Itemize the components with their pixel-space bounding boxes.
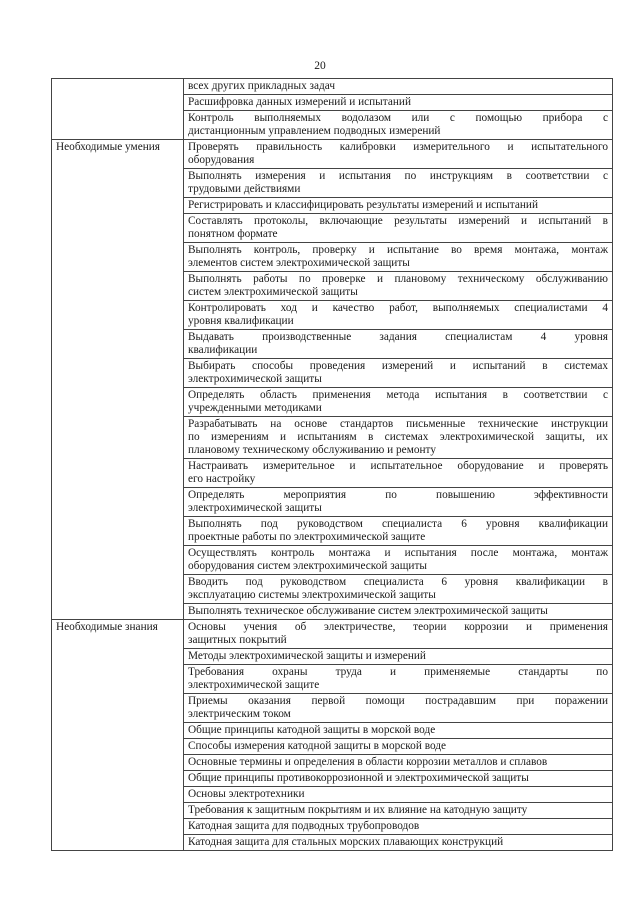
table-row bbox=[52, 620, 613, 649]
requirement-line: оборудования систем электрохимической защиты bbox=[188, 560, 427, 572]
requirement-item bbox=[184, 359, 613, 388]
requirement-line: Основные термины и определения в области коррозии металлов и сплавов bbox=[188, 756, 548, 768]
requirement-line: Выполнять техническое обслуживание систем электрохимической защиты bbox=[188, 605, 548, 617]
requirement-line: Настраивать измерительное и испытательное оборудование и проверять bbox=[188, 460, 608, 472]
requirement-line: электрохимической защиты bbox=[188, 373, 322, 385]
requirement-item bbox=[184, 517, 613, 546]
requirement-item bbox=[184, 417, 613, 459]
requirement-item bbox=[184, 488, 613, 517]
requirement-item bbox=[184, 835, 613, 851]
requirement-item bbox=[184, 665, 613, 694]
requirement-line: электрическим током bbox=[188, 708, 291, 720]
section-label: Необходимые умения bbox=[52, 140, 184, 620]
requirement-item bbox=[184, 771, 613, 787]
requirement-line: Выбирать способы проведения измерений и испытаний в системах bbox=[188, 360, 608, 372]
requirement-line: Требования к защитным покрытиям и их влияние на катодную защиту bbox=[188, 804, 528, 816]
requirement-line: оборудования bbox=[188, 154, 255, 166]
requirement-line: Контроль выполняемых водолазом или с помощью прибора с bbox=[188, 112, 608, 124]
requirement-line: проектные работы по электрохимической защите bbox=[188, 531, 426, 543]
qualification-table bbox=[51, 78, 613, 851]
requirement-line: по измерениям и испытаниям в системах электрохимической защиты, их bbox=[188, 431, 608, 443]
requirement-line: Расшифровка данных измерений и испытаний bbox=[188, 96, 412, 108]
section-label: Необходимые знания bbox=[52, 620, 184, 851]
requirement-line: Осуществлять контроль монтажа и испытания после монтажа, монтаж bbox=[188, 547, 608, 559]
requirement-line: Проверять правильность калибровки измерительного и испытательного bbox=[188, 141, 608, 153]
requirement-item bbox=[184, 111, 613, 140]
requirement-line: Общие принципы противокоррозионной и электрохимической защиты bbox=[188, 772, 529, 784]
requirement-item bbox=[184, 243, 613, 272]
requirement-line: Приемы оказания первой помощи пострадавшим при поражении bbox=[188, 695, 608, 707]
requirement-line: Требования охраны труда и применяемые стандарты по bbox=[188, 666, 608, 678]
requirement-line: Выполнять работы по проверке и плановому техническому обслуживанию bbox=[188, 273, 608, 285]
qualification-table-body bbox=[52, 79, 613, 851]
requirement-line: Выполнять под руководством специалиста 6 уровня квалификации bbox=[188, 518, 608, 530]
requirement-item bbox=[184, 140, 613, 169]
section-label bbox=[52, 79, 184, 140]
requirement-line: Основы учения об электричестве, теории коррозии и применения bbox=[188, 621, 608, 633]
requirement-item bbox=[184, 819, 613, 835]
requirement-line: Контролировать ход и качество работ, выполняемых специалистами 4 bbox=[188, 302, 608, 314]
requirement-item bbox=[184, 575, 613, 604]
requirement-item bbox=[184, 787, 613, 803]
requirement-item bbox=[184, 169, 613, 198]
requirement-line: плановому техническому обслуживанию и ремонту bbox=[188, 444, 436, 456]
requirement-item bbox=[184, 755, 613, 771]
requirement-item bbox=[184, 214, 613, 243]
requirement-item bbox=[184, 388, 613, 417]
requirement-line: Определять мероприятия по повышению эффективности bbox=[188, 489, 608, 501]
requirement-line: электрохимической защите bbox=[188, 679, 320, 691]
requirement-line: Определять область применения метода испытания в соответствии с bbox=[188, 389, 608, 401]
requirement-line: Основы электротехники bbox=[188, 788, 305, 800]
requirement-item bbox=[184, 95, 613, 111]
requirement-line: квалификации bbox=[188, 344, 258, 356]
requirement-line: Составлять протоколы, включающие результаты измерений и испытаний в bbox=[188, 215, 608, 227]
requirement-item bbox=[184, 723, 613, 739]
requirement-line: всех других прикладных задач bbox=[188, 80, 336, 92]
requirement-line: Вводить под руководством специалиста 6 уровня квалификации в bbox=[188, 576, 608, 588]
table-row bbox=[52, 79, 613, 95]
requirement-line: Регистрировать и классифицировать результаты измерений и испытаний bbox=[188, 199, 538, 211]
page-number: 20 bbox=[314, 60, 326, 72]
requirement-line: эксплуатацию системы электрохимической защиты bbox=[188, 589, 436, 601]
requirement-line: его настройку bbox=[188, 473, 256, 485]
requirement-item bbox=[184, 272, 613, 301]
requirement-line: Общие принципы катодной защиты в морской воде bbox=[188, 724, 436, 736]
requirement-line: уровня квалификации bbox=[188, 315, 294, 327]
requirement-line: Выдавать производственные задания специалистам 4 уровня bbox=[188, 331, 608, 343]
requirement-line: Выполнять контроль, проверку и испытание во время монтажа, монтаж bbox=[188, 244, 608, 256]
requirement-item bbox=[184, 620, 613, 649]
requirement-line: трудовыми действиями bbox=[188, 183, 301, 195]
requirement-line: понятном формате bbox=[188, 228, 278, 240]
requirement-line: систем электрохимической защиты bbox=[188, 286, 358, 298]
requirement-item bbox=[184, 330, 613, 359]
requirement-item bbox=[184, 803, 613, 819]
requirement-line: дистанционным управлением подводных измерений bbox=[188, 125, 441, 137]
requirement-line: Методы электрохимической защиты и измерений bbox=[188, 650, 426, 662]
requirement-line: Способы измерения катодной защиты в морской воде bbox=[188, 740, 447, 752]
requirement-line: Катодная защита для стальных морских плавающих конструкций bbox=[188, 836, 504, 848]
requirement-line: учрежденными методиками bbox=[188, 402, 322, 414]
requirement-line: электрохимической защиты bbox=[188, 502, 322, 514]
requirement-line: Разрабатывать на основе стандартов письменные технические инструкции bbox=[188, 418, 608, 430]
requirement-item bbox=[184, 301, 613, 330]
requirement-line: Выполнять измерения и испытания по инструкциям в соответствии с bbox=[188, 170, 608, 182]
requirement-line: Катодная защита для подводных трубопроводов bbox=[188, 820, 420, 832]
requirement-item bbox=[184, 546, 613, 575]
requirement-item bbox=[184, 198, 613, 214]
requirement-item bbox=[184, 604, 613, 620]
requirement-item bbox=[184, 739, 613, 755]
requirement-item bbox=[184, 79, 613, 95]
requirement-line: элементов систем электрохимической защиты bbox=[188, 257, 410, 269]
requirement-item bbox=[184, 694, 613, 723]
requirement-item bbox=[184, 649, 613, 665]
requirement-line: защитных покрытий bbox=[188, 634, 287, 646]
table-row bbox=[52, 140, 613, 169]
requirement-item bbox=[184, 459, 613, 488]
